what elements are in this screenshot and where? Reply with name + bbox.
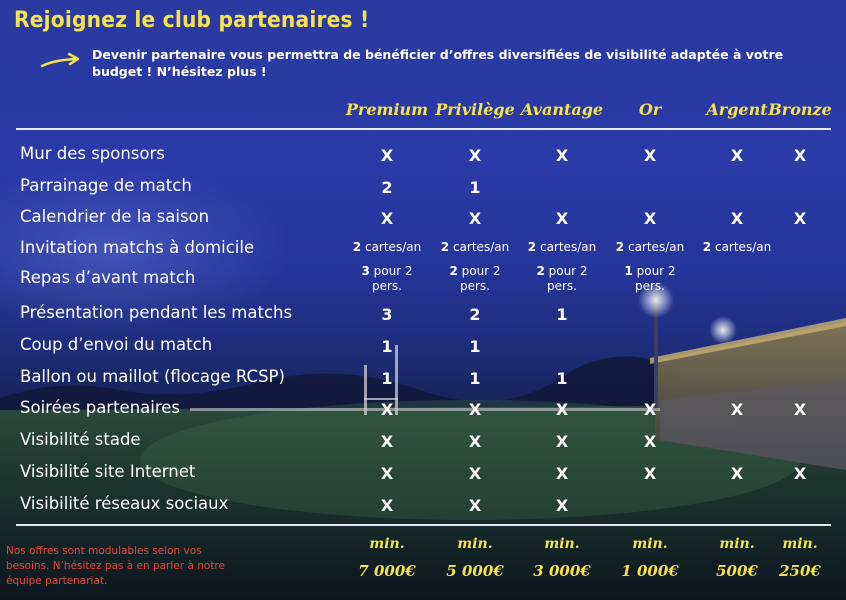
row-label: Présentation pendant les matchs <box>20 303 293 322</box>
tier-bronze: Bronze <box>768 100 832 119</box>
quantity-value: 1 <box>381 337 393 356</box>
quantity-detail: 2 pour 2 pers. <box>536 264 588 293</box>
page-title: Rejoignez le club partenaires ! <box>14 8 370 33</box>
min-price: min. 500€ <box>716 536 758 580</box>
included-mark: X <box>793 400 807 419</box>
included-mark: X <box>730 209 744 228</box>
quantity-detail: 2 cartes/an <box>527 240 597 254</box>
included-mark: X <box>380 496 394 515</box>
included-mark: X <box>468 432 482 451</box>
header-separator <box>16 128 831 130</box>
quantity-value: 1 <box>469 369 481 388</box>
row-label: Parrainage de match <box>20 176 192 195</box>
quantity-value: 1 <box>381 369 393 388</box>
row-label: Soirées partenaires <box>20 398 181 417</box>
included-mark: X <box>793 146 807 165</box>
tier-argent: Argent <box>706 100 768 119</box>
quantity-detail: 2 cartes/an <box>440 240 510 254</box>
included-mark: X <box>380 464 394 483</box>
tier-premium: Premium <box>345 100 429 119</box>
min-price: min. 250€ <box>779 536 821 580</box>
quantity-detail: 2 cartes/an <box>352 240 422 254</box>
quantity-value: 1 <box>469 337 481 356</box>
included-mark: X <box>555 209 569 228</box>
included-mark: X <box>643 464 657 483</box>
included-mark: X <box>468 209 482 228</box>
quantity-detail: 2 pour 2 pers. <box>449 264 501 293</box>
arrow-right-icon <box>40 52 82 70</box>
quantity-value: 1 <box>556 305 568 324</box>
included-mark: X <box>643 209 657 228</box>
included-mark: X <box>555 496 569 515</box>
included-mark: X <box>380 209 394 228</box>
row-label: Visibilité site Internet <box>20 462 196 481</box>
footer-separator <box>16 524 831 526</box>
row-label: Coup d’envoi du match <box>20 335 213 354</box>
subtitle: Devenir partenaire vous permettra de bénéficier d’offres diversifiées de visibilité adaptée à votre budget ! N’hésitez plus ! <box>92 47 784 79</box>
min-price: min. 3 000€ <box>533 536 591 580</box>
included-mark: X <box>380 146 394 165</box>
min-price: min. 5 000€ <box>446 536 504 580</box>
included-mark: X <box>468 400 482 419</box>
included-mark: X <box>730 146 744 165</box>
included-mark: X <box>380 400 394 419</box>
row-label: Calendrier de la saison <box>20 207 210 226</box>
modular-offers-note: Nos offres sont modulables selon vos besoins. N’hésitez pas à en parler à notre équipe partenariat. <box>6 545 225 587</box>
row-label: Visibilité réseaux sociaux <box>20 494 229 513</box>
included-mark: X <box>643 146 657 165</box>
included-mark: X <box>468 496 482 515</box>
tier-privilege: Privilège <box>435 100 515 119</box>
included-mark: X <box>468 146 482 165</box>
included-mark: X <box>468 464 482 483</box>
min-price: min. 7 000€ <box>358 536 416 580</box>
quantity-value: 1 <box>556 369 568 388</box>
row-label: Ballon ou maillot (flocage RCSP) <box>20 367 285 386</box>
tier-avantage: Avantage <box>520 100 604 119</box>
quantity-detail: 1 pour 2 pers. <box>624 264 676 293</box>
min-price: min. 1 000€ <box>621 536 679 580</box>
quantity-value: 2 <box>469 305 481 324</box>
included-mark: X <box>555 400 569 419</box>
included-mark: X <box>793 209 807 228</box>
quantity-value: 2 <box>381 178 393 197</box>
row-label: Repas d’avant match <box>20 268 196 287</box>
quantity-value: 3 <box>381 305 393 324</box>
quantity-detail: 2 cartes/an <box>615 240 685 254</box>
included-mark: X <box>793 464 807 483</box>
included-mark: X <box>555 464 569 483</box>
included-mark: X <box>643 400 657 419</box>
quantity-value: 1 <box>469 178 481 197</box>
row-label: Visibilité stade <box>20 430 141 449</box>
included-mark: X <box>730 400 744 419</box>
included-mark: X <box>555 432 569 451</box>
row-label: Mur des sponsors <box>20 144 165 163</box>
included-mark: X <box>555 146 569 165</box>
included-mark: X <box>380 432 394 451</box>
row-label: Invitation matchs à domicile <box>20 238 255 257</box>
quantity-detail: 2 cartes/an <box>702 240 772 254</box>
included-mark: X <box>643 432 657 451</box>
tier-or: Or <box>638 100 662 119</box>
included-mark: X <box>730 464 744 483</box>
quantity-detail: 3 pour 2 pers. <box>361 264 413 293</box>
